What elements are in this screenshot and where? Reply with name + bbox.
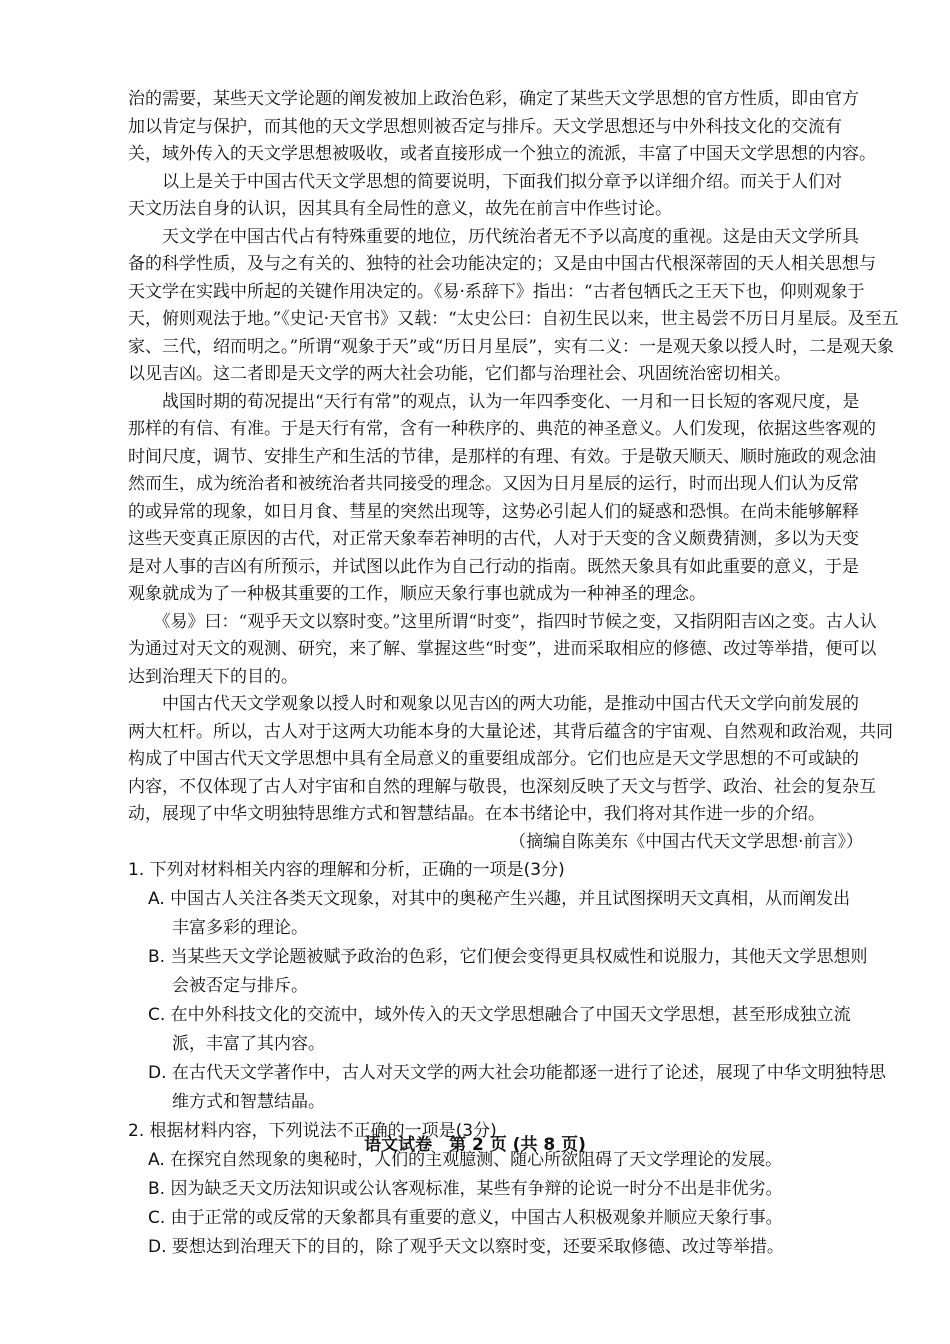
passage-line: 时间尺度，调节、安排生产和生活的节律，是那样的有理、有效。于是敬天顺天、顺时施政的观念油: [128, 446, 876, 467]
page-content: [128, 86, 899, 1262]
passage-paragraph: [128, 691, 893, 829]
passage-line: 动，展现了中华文明独特思维方式和智慧结晶。在本书绪论中，我们将对其作进一步的介绍。: [128, 804, 825, 824]
passage-line: 达到治理天下的目的。: [128, 666, 298, 687]
passage-line: 《易》曰：“观乎天文以察时变。”这里所谓“时变”，指四时节候之变，又指阴阳吉凶之变。古人认: [128, 611, 877, 632]
passage-source: （摘编自陈美东《中国古代天文学思想·前言》）: [509, 831, 863, 852]
passage-line: 为通过对天文的观测、研究，来了解、掌握这些“时变”，进而采取相应的修德、改过等举措，便可以: [128, 639, 877, 659]
passage-line: 的或异常的现象，如日月食、彗星的突然出现等，这势必引起人们的疑惑和恐惧。在尚未能够解释: [128, 501, 859, 522]
passage-line: 然而生，成为统治者和被统治者共同接受的理念。又因为日月星辰的运行，时而出现人们认为反常: [128, 474, 859, 494]
passage-line: 备的科学性质，及与之有关的、独特的社会功能决定的；又是由中国古代根深蒂固的天人相关思想与: [128, 254, 876, 274]
option-line: 维方式和智慧结晶。: [172, 1092, 325, 1112]
passage-line: 关，域外传入的天文学思想被吸收，或者直接形成一个独立的流派，丰富了中国天文学思想的内容。: [128, 144, 876, 164]
question-list: [128, 856, 886, 1262]
answer-option: [148, 1059, 886, 1117]
option-line: 派，丰富了其内容。: [172, 1034, 325, 1054]
option-line: 会被否定与排斥。: [172, 976, 308, 996]
reading-passage: [128, 86, 899, 829]
passage-line: 天文学在实践中所起的关键作用决定的。《易·系辞下》指出：“古者包牺氏之王天下也，仰则观象于: [128, 281, 865, 302]
passage-line: 治的需要，某些天文学论题的阐发被加上政治色彩，确定了某些天文学思想的官方性质，即由官方: [128, 89, 859, 109]
option-line: D. 要想达到治理天下的目的，除了观乎天文以察时变，还要采取修德、改过等举措。: [148, 1237, 784, 1257]
option-line: C. 在中外科技文化的交流中，域外传入的天文学思想融合了中国天文学思想，甚至形成独立流: [148, 1005, 851, 1025]
option-line: 丰富多彩的理论。: [172, 918, 308, 938]
passage-paragraph: [128, 389, 876, 609]
option-line: B. 当某些天文学论题被赋予政治的色彩，它们便会变得更具权威性和说服力，其他天文学思想则: [148, 947, 868, 967]
passage-line: 那样的有信、有准。于是天行有常，含有一种秩序的、典范的神圣意义。人们发现，依据这些客观的: [128, 419, 876, 439]
question-stem: 2. 根据材料内容，下列说法不正确的一项是(3分): [128, 1121, 497, 1141]
passage-line: 内容，不仅体现了古人对宇宙和自然的理解与敬畏，也深刻反映了天文与哲学、政治、社会的复杂互: [128, 776, 876, 797]
passage-line: 两大杠杆。所以，古人对于这两大功能本身的大量论述，其背后蕴含的宇宙观、自然观和政治观，共同: [128, 721, 893, 742]
passage-line: 以见吉凶。这二者即是天文学的两大社会功能，它们都与治理社会、巩固统治密切相关。: [128, 364, 791, 384]
option-line: A. 在探究自然现象的奥秘时，人们的主观臆测、随心所欲阻碍了天文学理论的发展。: [148, 1150, 783, 1170]
option-line: B. 因为缺乏天文历法知识或公认客观标准，某些有争辩的论说一时分不出是非优劣。: [148, 1179, 783, 1199]
passage-paragraph: [128, 224, 899, 389]
answer-option: [148, 1233, 863, 1262]
passage-line: 天，俯则观法于地。”《史记·天官书》又载：“太史公曰：自初生民以来，世主曷尝不历日月星辰。及至五: [128, 309, 899, 329]
answer-option: [148, 1204, 863, 1233]
question-1: [128, 856, 886, 1117]
answer-option: [148, 1001, 863, 1059]
passage-line: 天文学在中国古代占有特殊重要的地位，历代统治者无不予以高度的重视。这是由天文学所具: [128, 226, 859, 247]
passage-line: 战国时期的荀况提出“天行有常”的观点，认为一年四季变化、一月和一日长短的客观尺度，是: [128, 391, 860, 412]
option-line: A. 中国古人关注各类天文现象，对其中的奥秘产生兴趣，并且试图探明天文真相，从而阐发出: [148, 889, 851, 909]
option-line: D. 在古代天文学著作中，古人对天文学的两大社会功能都逐一进行了论述，展现了中华文明独特思: [148, 1063, 886, 1083]
answer-option: [148, 885, 863, 943]
passage-paragraph: [128, 609, 877, 692]
passage-line: 中国古代天文学观象以授人时和观象以见吉凶的两大功能，是推动中国古代天文学向前发展的: [128, 694, 859, 714]
passage-line: 这些天变真正原因的古代，对正常天象奉若神明的古代，人对于天变的含义颇费猜测，多以为天变: [128, 529, 859, 549]
passage-line: 构成了中国古代天文学思想中具有全局意义的重要组成部分。它们也应是天文学思想的不可或缺的: [128, 749, 859, 769]
passage-line: 是对人事的吉凶有所预示，并试图以此作为自己行动的指南。既然天象具有如此重要的意义，于是: [128, 556, 859, 577]
passage-line: 观象就成为了一种极其重要的工作，顺应天象行事也就成为一种神圣的理念。: [128, 584, 706, 604]
passage-paragraph: [128, 86, 876, 169]
question-stem: 1. 下列对材料相关内容的理解和分析，正确的一项是(3分): [128, 860, 565, 880]
passage-line: 天文历法自身的认识，因其具有全局性的意义，故先在前言中作些讨论。: [128, 199, 672, 219]
option-line: C. 由于正常的或反常的天象都具有重要的意义，中国古人积极观象并顺应天象行事。: [148, 1208, 783, 1228]
passage-line: 加以肯定与保护，而其他的天文学思想则被否定与排斥。天文学思想还与中外科技文化的交流有: [128, 116, 842, 137]
passage-paragraph: [128, 169, 863, 224]
page-footer: 语文试卷 第 2 页 (共 8 页): [364, 1135, 586, 1155]
passage-line: 以上是关于中国古代天文学思想的简要说明，下面我们拟分章予以详细介绍。而关于人们对: [128, 171, 842, 192]
answer-option: [148, 943, 868, 1001]
answer-option: [148, 1175, 863, 1204]
passage-line: 家、三代，绍而明之。”所谓“观象于天”或“历日月星辰”，实有二义：一是观天象以授人时，二是观天象: [128, 336, 894, 357]
